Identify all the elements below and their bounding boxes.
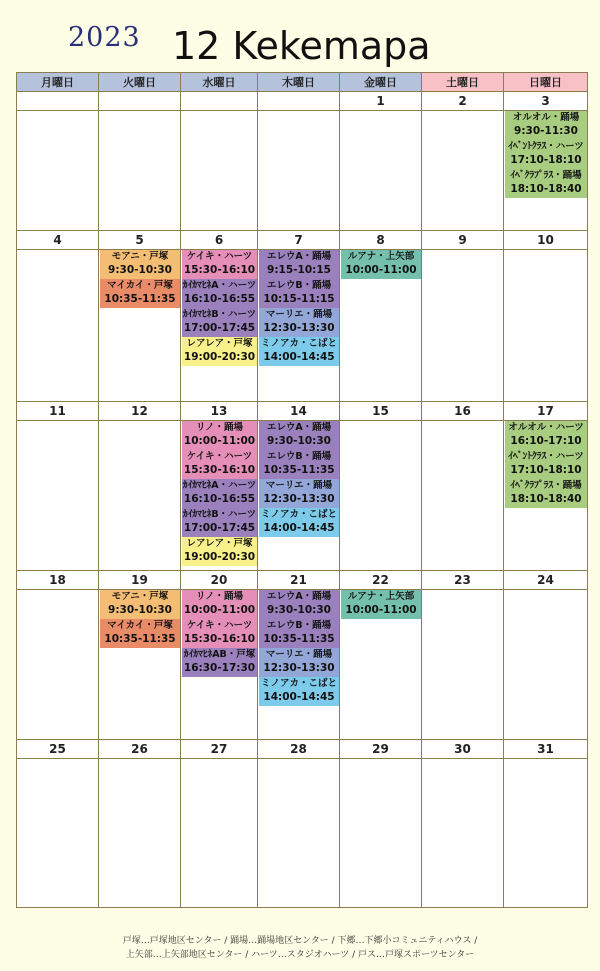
day-cell[interactable] xyxy=(422,590,504,740)
event-name: マイカイ・戸塚 xyxy=(107,280,173,291)
day-number: 24 xyxy=(504,571,588,590)
day-cell[interactable] xyxy=(340,111,422,231)
footer-legend-line-1: 戸塚…戸塚地区センター / 踊場…踊場地区センター / 下郷…下郷小コミュニティハウス / xyxy=(122,936,478,946)
month-title: 12 Kekemapa xyxy=(172,24,431,68)
day-number: 15 xyxy=(340,402,422,421)
event-time: 16:30-17:30 xyxy=(183,662,256,674)
weekday-header: 日曜日 xyxy=(504,73,588,92)
day-number: 13 xyxy=(181,402,258,421)
event-name: エレウA・踊場 xyxy=(266,251,332,262)
day-number: 5 xyxy=(99,231,181,250)
event-block[interactable] xyxy=(259,450,339,479)
event-time: 15:30-16:10 xyxy=(183,264,256,276)
event-time: 12:30-13:30 xyxy=(263,493,335,505)
day-number xyxy=(99,92,181,111)
event-block[interactable] xyxy=(259,279,339,308)
day-number: 4 xyxy=(17,231,99,250)
event-name: ｶｲｶﾏﾋﾈAB・戸塚 xyxy=(183,649,256,660)
event-name: リノ・踊場 xyxy=(195,591,244,602)
event-time: 15:30-16:10 xyxy=(183,633,256,645)
event-block[interactable] xyxy=(259,590,339,619)
day-cell[interactable] xyxy=(17,759,99,908)
day-number: 22 xyxy=(340,571,422,590)
day-cell[interactable] xyxy=(258,759,340,908)
day-number: 8 xyxy=(340,231,422,250)
day-cell[interactable] xyxy=(17,111,99,231)
event-time: 18:10-18:40 xyxy=(510,183,582,195)
day-cell[interactable] xyxy=(99,759,181,908)
event-time: 14:00-14:45 xyxy=(263,522,335,534)
weekday-header: 木曜日 xyxy=(258,73,340,92)
event-name: エレウA・踊場 xyxy=(266,591,332,602)
event-time: 10:00-11:00 xyxy=(345,264,417,276)
day-number: 6 xyxy=(181,231,258,250)
weekday-header: 火曜日 xyxy=(99,73,181,92)
event-name: マーリエ・踊場 xyxy=(265,649,333,660)
event-time: 10:15-11:15 xyxy=(263,293,335,305)
day-cell[interactable] xyxy=(504,590,588,740)
event-block[interactable] xyxy=(259,337,339,366)
event-name: モアニ・戸塚 xyxy=(111,251,169,262)
event-time: 19:00-20:30 xyxy=(183,351,256,363)
footer-legend-line-2: 上矢部…上矢部地区センター / ハーツ…スタジオハーツ / 戸ス…戸塚スポーツセンター xyxy=(125,950,475,960)
event-block[interactable] xyxy=(505,140,587,169)
day-number: 10 xyxy=(504,231,588,250)
event-name: エレウB・踊場 xyxy=(266,451,332,462)
event-name: オルオル・ハーツ xyxy=(508,422,584,433)
event-name: エレウA・踊場 xyxy=(266,422,332,433)
event-name: ルアナ・上矢部 xyxy=(347,251,415,262)
event-block[interactable] xyxy=(259,308,339,337)
event-time: 10:35-11:35 xyxy=(104,633,176,645)
event-name: エレウB・踊場 xyxy=(266,620,332,631)
event-name: ｲﾍﾞｸﾗﾌﾟﾗｽ・踊場 xyxy=(510,170,582,181)
event-block[interactable] xyxy=(182,337,257,366)
event-name: マイカイ・戸塚 xyxy=(107,620,173,631)
day-cell[interactable] xyxy=(504,250,588,402)
day-number: 12 xyxy=(99,402,181,421)
event-block[interactable] xyxy=(259,250,339,279)
event-time: 16:10-16:55 xyxy=(183,293,256,305)
year-label: 2023 xyxy=(68,22,141,53)
event-block[interactable] xyxy=(259,648,339,677)
event-block[interactable] xyxy=(100,590,180,619)
day-number: 14 xyxy=(258,402,340,421)
event-block[interactable] xyxy=(505,111,587,140)
event-name: ｶｲｶﾏﾋﾈA・ハーツ xyxy=(182,480,257,491)
day-cell[interactable] xyxy=(17,250,99,402)
event-block[interactable] xyxy=(259,479,339,508)
day-cell[interactable] xyxy=(17,421,99,571)
event-block[interactable] xyxy=(259,619,339,648)
event-time: 9:30-10:30 xyxy=(267,604,331,616)
event-name: ｲﾍﾞｸﾗﾌﾟﾗｽ・踊場 xyxy=(510,480,582,491)
event-name: マーリエ・踊場 xyxy=(265,480,333,491)
event-time: 14:00-14:45 xyxy=(263,691,335,703)
day-number: 2 xyxy=(422,92,504,111)
day-number: 18 xyxy=(17,571,99,590)
event-block[interactable] xyxy=(505,169,587,198)
event-block[interactable] xyxy=(505,479,587,508)
event-block[interactable] xyxy=(182,421,257,450)
event-time: 9:30-10:30 xyxy=(108,264,172,276)
event-block[interactable] xyxy=(259,421,339,450)
event-name: ｶｲｶﾏﾋﾈB・ハーツ xyxy=(182,509,257,520)
day-cell[interactable] xyxy=(17,590,99,740)
event-time: 10:00-11:00 xyxy=(345,604,417,616)
event-time: 9:30-10:30 xyxy=(108,604,172,616)
day-number: 7 xyxy=(258,231,340,250)
event-time: 9:30-10:30 xyxy=(267,435,331,447)
day-number: 23 xyxy=(422,571,504,590)
event-time: 16:10-16:55 xyxy=(183,493,256,505)
event-block[interactable] xyxy=(182,508,257,537)
day-number: 26 xyxy=(99,740,181,759)
event-time: 17:10-18:10 xyxy=(510,464,582,476)
event-block[interactable] xyxy=(100,279,180,308)
event-block[interactable] xyxy=(341,250,421,279)
event-name: マーリエ・踊場 xyxy=(265,309,333,320)
event-name: リノ・踊場 xyxy=(195,422,244,433)
event-block[interactable] xyxy=(100,250,180,279)
day-number xyxy=(17,92,99,111)
day-number: 1 xyxy=(340,92,422,111)
day-cell[interactable] xyxy=(340,421,422,571)
event-block[interactable] xyxy=(182,479,257,508)
event-time: 17:00-17:45 xyxy=(183,522,256,534)
day-number xyxy=(258,92,340,111)
day-number: 31 xyxy=(504,740,588,759)
weekday-header: 水曜日 xyxy=(181,73,258,92)
day-cell[interactable] xyxy=(99,111,181,231)
day-number: 11 xyxy=(17,402,99,421)
event-block[interactable] xyxy=(182,648,257,677)
event-name: レアレア・戸塚 xyxy=(186,538,253,549)
event-time: 17:10-18:10 xyxy=(510,154,582,166)
event-time: 10:35-11:35 xyxy=(104,293,176,305)
event-name: レアレア・戸塚 xyxy=(186,338,253,349)
event-time: 10:00-11:00 xyxy=(183,604,256,616)
event-time: 12:30-13:30 xyxy=(263,662,335,674)
day-cell[interactable] xyxy=(422,111,504,231)
event-block[interactable] xyxy=(505,450,587,479)
day-cell[interactable] xyxy=(181,111,258,231)
day-number: 3 xyxy=(504,92,588,111)
day-cell[interactable] xyxy=(99,421,181,571)
event-time: 9:15-10:15 xyxy=(267,264,331,276)
event-name: ｲﾍﾞﾝﾄｸﾗｽ・ハーツ xyxy=(508,451,584,462)
event-block[interactable] xyxy=(182,250,257,279)
day-number: 19 xyxy=(99,571,181,590)
event-block[interactable] xyxy=(259,508,339,537)
day-cell[interactable] xyxy=(181,759,258,908)
day-cell[interactable] xyxy=(422,250,504,402)
day-cell[interactable] xyxy=(422,421,504,571)
event-block[interactable] xyxy=(182,279,257,308)
day-number: 20 xyxy=(181,571,258,590)
day-number: 21 xyxy=(258,571,340,590)
event-block[interactable] xyxy=(100,619,180,648)
day-number: 17 xyxy=(504,402,588,421)
day-number: 25 xyxy=(17,740,99,759)
event-name: ミノアカ・こばと xyxy=(261,509,337,520)
event-name: ミノアカ・こばと xyxy=(261,338,337,349)
event-name: ｶｲｶﾏﾋﾈB・ハーツ xyxy=(182,309,257,320)
weekday-header: 土曜日 xyxy=(422,73,504,92)
calendar-grid xyxy=(16,72,588,908)
event-block[interactable] xyxy=(182,590,257,619)
day-number: 29 xyxy=(340,740,422,759)
event-block[interactable] xyxy=(182,308,257,337)
event-time: 19:00-20:30 xyxy=(183,551,256,563)
event-time: 10:35-11:35 xyxy=(263,633,335,645)
event-time: 14:00-14:45 xyxy=(263,351,335,363)
event-name: ミノアカ・こばと xyxy=(261,678,337,689)
event-time: 9:30-11:30 xyxy=(514,125,578,137)
day-number: 16 xyxy=(422,402,504,421)
event-time: 17:00-17:45 xyxy=(183,322,256,334)
event-name: ケイキ・ハーツ xyxy=(186,251,253,262)
day-number: 30 xyxy=(422,740,504,759)
event-name: ケイキ・ハーツ xyxy=(186,451,253,462)
day-number: 28 xyxy=(258,740,340,759)
event-name: ｶｲｶﾏﾋﾈA・ハーツ xyxy=(182,280,257,291)
event-name: ケイキ・ハーツ xyxy=(186,620,253,631)
event-name: エレウB・踊場 xyxy=(266,280,332,291)
event-block[interactable] xyxy=(182,619,257,648)
event-block[interactable] xyxy=(182,450,257,479)
event-name: ルアナ・上矢部 xyxy=(347,591,415,602)
event-time: 15:30-16:10 xyxy=(183,464,256,476)
event-time: 10:35-11:35 xyxy=(263,464,335,476)
day-number: 27 xyxy=(181,740,258,759)
event-time: 16:10-17:10 xyxy=(510,435,582,447)
event-name: オルオル・踊場 xyxy=(512,112,580,123)
day-cell[interactable] xyxy=(258,111,340,231)
day-cell[interactable] xyxy=(340,759,422,908)
day-cell[interactable] xyxy=(504,759,588,908)
day-number xyxy=(181,92,258,111)
event-block[interactable] xyxy=(505,421,587,450)
event-block[interactable] xyxy=(182,537,257,566)
event-block[interactable] xyxy=(341,590,421,619)
day-cell[interactable] xyxy=(422,759,504,908)
day-number: 9 xyxy=(422,231,504,250)
weekday-header: 金曜日 xyxy=(340,73,422,92)
event-time: 12:30-13:30 xyxy=(263,322,335,334)
event-block[interactable] xyxy=(259,677,339,706)
event-time: 18:10-18:40 xyxy=(510,493,582,505)
weekday-header: 月曜日 xyxy=(17,73,99,92)
event-time: 10:00-11:00 xyxy=(183,435,256,447)
event-name: ｲﾍﾞﾝﾄｸﾗｽ・ハーツ xyxy=(508,141,584,152)
event-name: モアニ・戸塚 xyxy=(111,591,169,602)
